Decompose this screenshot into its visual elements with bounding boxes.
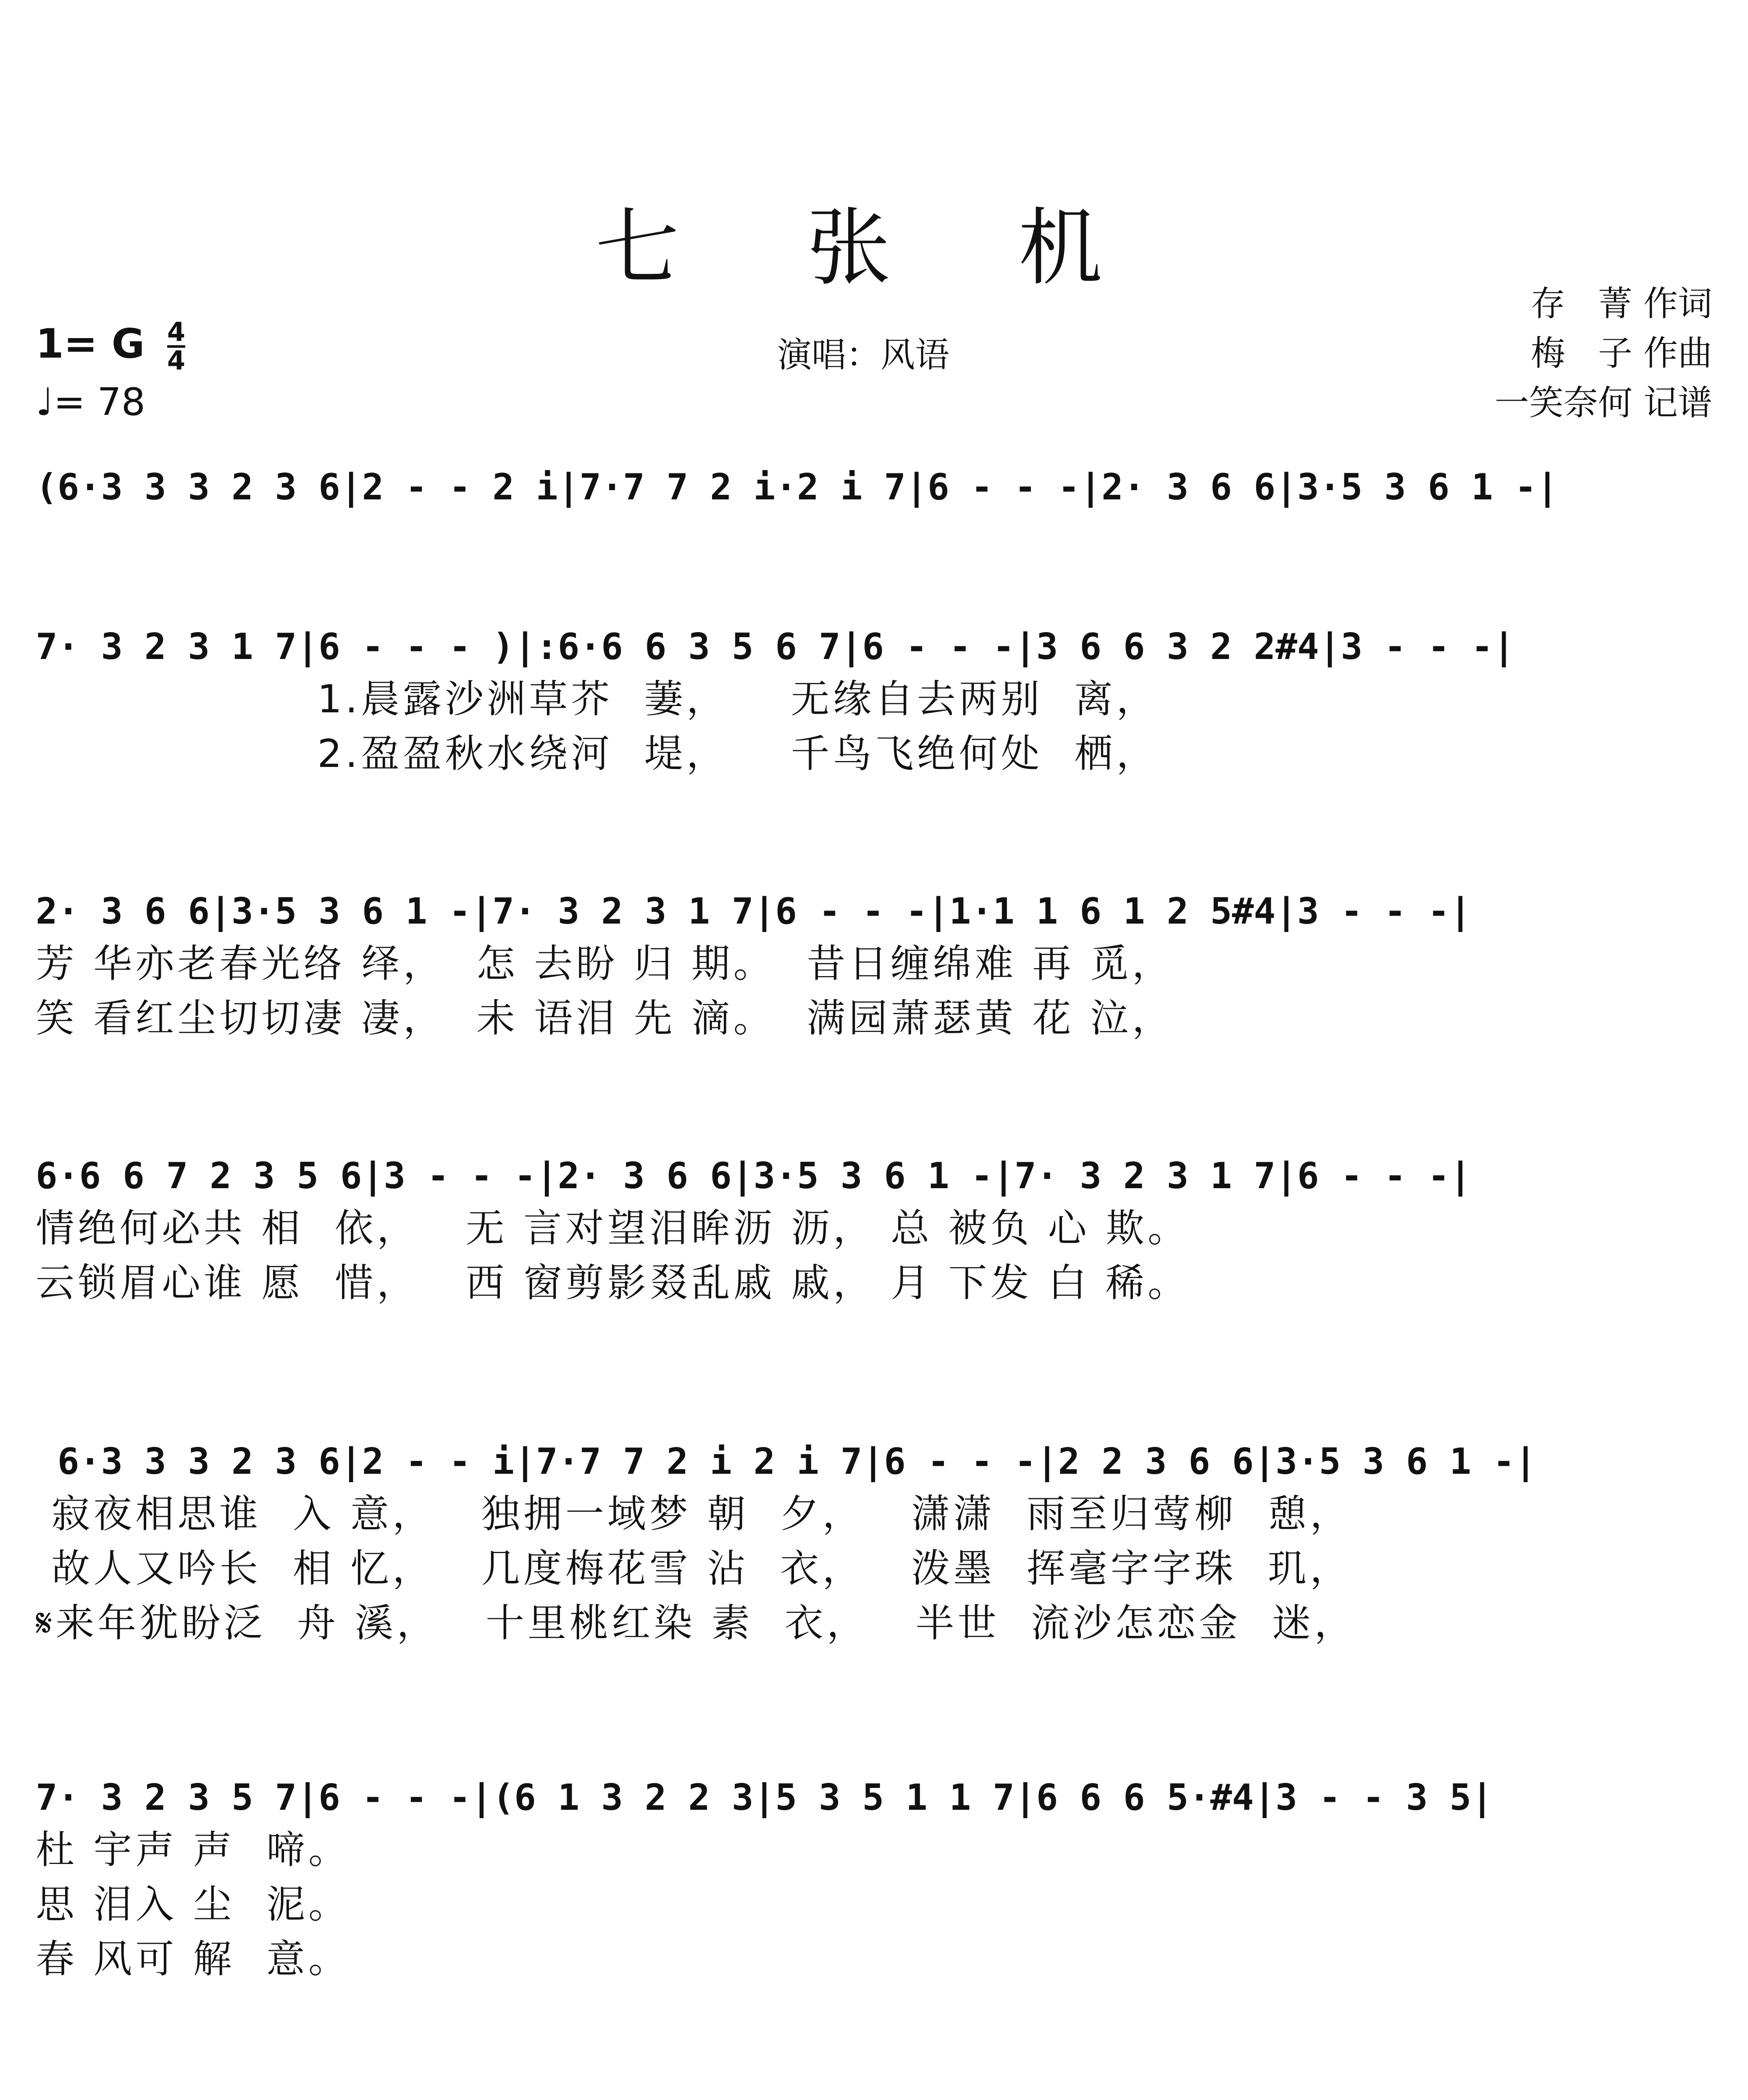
lyric-verse-3: 𝄋来年犹盼泛 舟 溪， 十里桃红染 素 衣， 半世 流沙怎恋金 迷， [36,1601,1356,1646]
lyric-verse-2: 故人又吟长 相 忆， 几度梅花雪 沾 衣， 泼墨 挥毫字字珠 玑， [36,1546,1352,1591]
time-top: 4 [167,317,186,347]
lyric-verse-2: 2.盈盈秋水绕河 堤， 千鸟飞绝何处 栖， [36,731,1159,776]
lyric-verse-1: 杜 宇声 声 啼。 [36,1827,350,1872]
lyric-verse-1: 寂夜相思谁 入 意， 独拥一域梦 朝 夕， 潇潇 雨至归莺柳 憩， [36,1491,1352,1536]
score-line-5 [36,1436,1712,1651]
score-line-2 [36,622,1712,781]
lyricist-credit: 存 菁 作词 [1530,284,1712,324]
lyric-verse-1: 芳 华亦老春光络 绎， 怎 去盼 归 期。 昔日缠绵难 再 觅， [36,941,1174,986]
score-line-1 [36,462,1712,512]
key-label: 1= G [36,320,145,368]
time-bottom: 4 [167,345,186,376]
lyric-verse-1: 1.晨露沙洲草芥 萋， 无缘自去两别 离， [36,677,1159,722]
score-line-4 [36,1151,1712,1310]
time-signature [167,319,185,374]
notation-row: 6·6 6 7 2 3 5 6|3 - - -|2· 3 6 6|3·5 3 6 1 -|7· 3 2 3 1 7|6 - - -| [36,1155,1472,1197]
transcriber-credit: 一笑奈何 记谱 [1494,383,1712,423]
tempo-marking: ♩= 78 [36,380,145,424]
page-title: 七 张 机 [595,199,1153,297]
lyric-verse-2: 笑 看红尘切切凄 凄， 未 语泪 先 滴。 满园萧瑟黄 花 泣， [36,996,1174,1041]
score-line-3 [36,886,1712,1046]
singer-credit: 演唱：风语 [777,335,950,375]
notation-row: (6·3 3 3 2 3 6|2 - - 2 i|7·7 7 2 i·2 i 7|6 - - -|2· 3 6 6|3·5 3 6 1 -| [36,466,1559,508]
credits [1495,279,1712,428]
composer-credit: 梅 子 作曲 [1530,333,1712,373]
lyric-verse-3: 春 风可 解 意。 [36,1937,350,1982]
lyric-verse-2: 云锁眉心谁 愿 惜， 西 窗剪影叕乱戚 戚， 月 下发 白 稀。 [36,1260,1190,1305]
lyric-verse-1: 情绝何必共 相 依， 无 言对望泪眸沥 沥， 总 被负 心 欺。 [36,1206,1190,1251]
lyric-verse-2: 思 泪入 尘 泥。 [36,1882,350,1927]
notation-row: 6·3 3 3 2 3 6|2 - - i|7·7 7 2 i 2 i 7|6 - - -|2 2 3 6 6|3·5 3 6 1 -| [36,1441,1537,1483]
notation-row: 2· 3 6 6|3·5 3 6 1 -|7· 3 2 3 1 7|6 - - -|1·1 1 6 1 2 5#4|3 - - -| [36,890,1472,932]
notation-row: 7· 3 2 3 5 7|6 - - -|(6 1 3 2 2 3|5 3 5 1 1 7|6 6 6 5·#4|3 - - 3 5| [36,1777,1493,1819]
notation-row: 7· 3 2 3 1 7|6 - - - )|:6·6 6 3 5 6 7|6 - - -|3 6 6 3 2 2#4|3 - - -| [36,626,1515,668]
score-line-6 [36,1772,1712,1987]
key-signature [36,319,185,374]
